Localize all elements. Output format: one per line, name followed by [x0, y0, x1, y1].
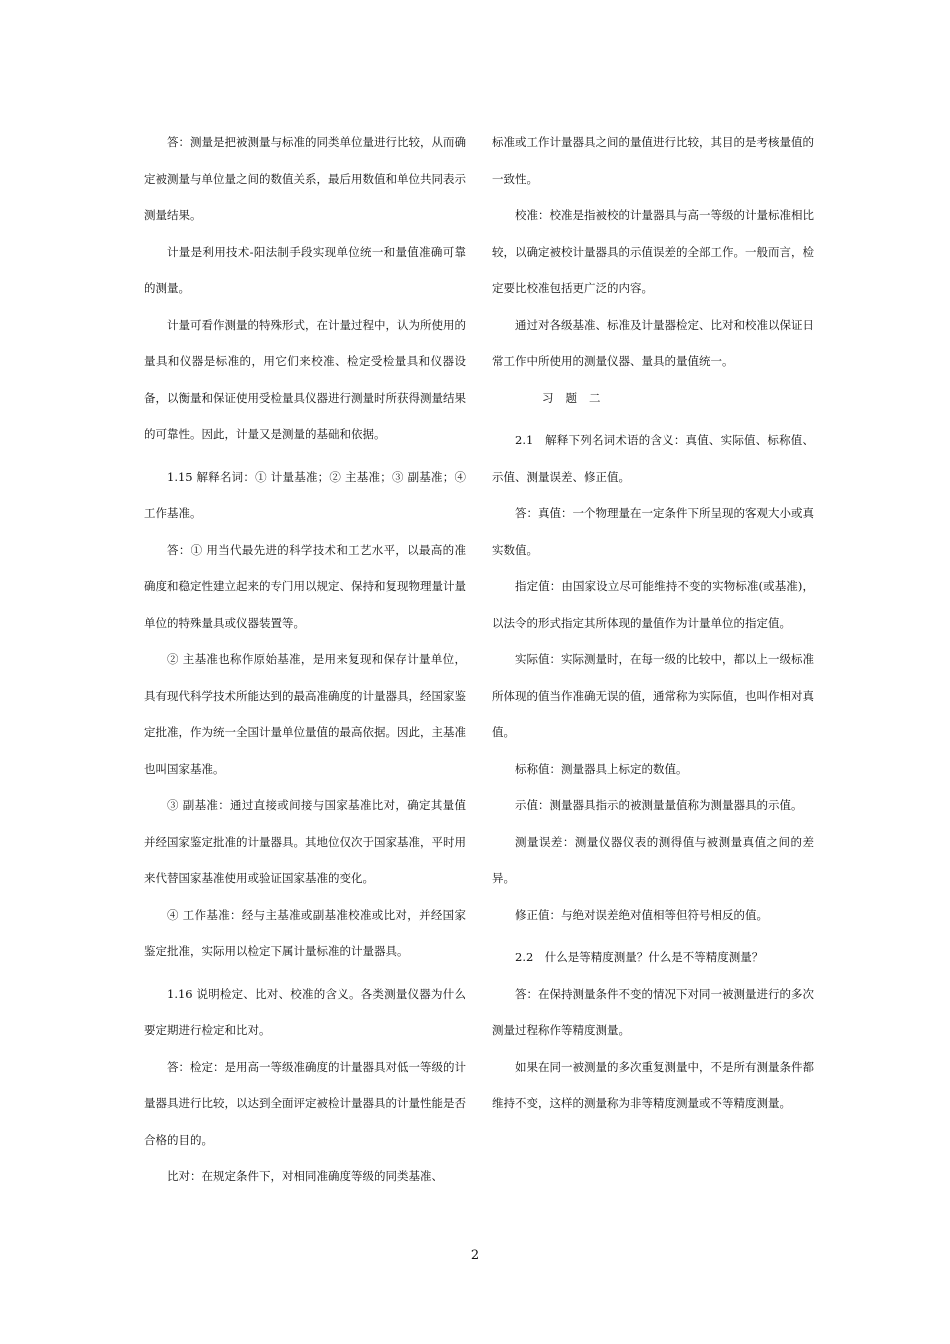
- question-heading: 2.2 什么是等精度测量？什么是不等精度测量？: [515, 950, 764, 964]
- paragraph: 修正值：与绝对误差绝对值相等但符号相反的值。: [515, 907, 768, 922]
- paragraph: 计量可看作测量的特殊形式，在计量过程中，认为所使用的量具和仪器是标准的，用它们来校准、检定受检量具和仪器设备，以衡量和保证使用受检量具仪器进行测量时所获得测量结果的可靠性。因此，计量又是测量的基础和依据。: [144, 317, 466, 441]
- paragraph: 示值：测量器具指示的被测量量值称为测量器具的示值。: [515, 798, 803, 812]
- paragraph: ③ 副基准：通过直接或间接与国家基准比对，确定其量值并经国家鉴定批准的计量器具。其地位仅次于国家基准，平时用来代替国家基准使用或验证国家基准的变化。: [144, 798, 466, 885]
- paragraph: 指定值：由国家设立尽可能维持不变的实物标准(或基准)，以法令的形式指定其所体现的量值作为计量单位的指定值。: [492, 579, 814, 630]
- paragraph: 通过对各级基准、标准及计量器检定、比对和校准以保证日常工作中所使用的测量仪器、量具的量值统一。: [492, 317, 814, 368]
- paragraph: 测量误差：测量仪器仪表的测得值与被测量真值之间的差异。: [492, 834, 814, 885]
- paragraph: 校准：校准是指被校的计量器具与高一等级的计量标准相比较，以确定被校计量器具的示值误差的全部工作。一般而言，检定要比校准包括更广泛的内容。: [492, 208, 814, 295]
- paragraph: ② 主基准也称作原始基准，是用来复现和保存计量单位，具有现代科学技术所能达到的最高准确度的计量器具，经国家鉴定批准，作为统一全国计量单位量值的最高依据。因此，主基准也叫国家基准。: [144, 652, 466, 776]
- question-heading: 2.1 解释下列名词术语的含义：真值、实际值、标称值、示值、测量误差、修正值。: [492, 433, 814, 484]
- question-heading: 1.16 说明检定、比对、校准的含义。各类测量仪器为什么要定期进行检定和比对。: [144, 986, 466, 1037]
- question-heading: 1.15 解释名词：① 计量基准；② 主基准；③ 副基准；④ 工作基准。: [144, 469, 466, 520]
- paragraph: 实际值：实际测量时，在每一级的比较中，都以上一级标准所体现的值当作准确无误的值，通常称为实际值，也叫作相对真值。: [492, 652, 814, 739]
- right-column: [492, 124, 814, 1122]
- paragraph: 标称值：测量器具上标定的数值。: [515, 761, 688, 776]
- paragraph: 如果在同一被测量的多次重复测量中，不是所有测量条件都维持不变，这样的测量称为非等精度测量或不等精度测量。: [492, 1059, 814, 1110]
- paragraph: 答：检定：是用高一等级准确度的计量器具对低一等级的计量器具进行比较，以达到全面评定被检计量器具的计量性能是否合格的目的。: [144, 1059, 466, 1147]
- paragraph: 比对：在规定条件下，对相同准确度等级的同类基准、: [167, 1169, 443, 1183]
- section-heading: 习题二: [542, 390, 613, 405]
- paragraph: 答：真值：一个物理量在一定条件下所呈现的客观大小或真实数值。: [492, 506, 814, 557]
- paragraph: ④ 工作基准：经与主基准或副基准校准或比对，并经国家鉴定批准，实际用以检定下属计量标准的计量器具。: [144, 907, 466, 958]
- paragraph: 标准或工作计量器具之间的量值进行比较，其目的是考核量值的一致性。: [492, 135, 814, 186]
- page-number: 2: [470, 1248, 480, 1263]
- left-column: [144, 124, 466, 1195]
- paragraph: 答：在保持测量条件不变的情况下对同一被测量进行的多次测量过程称作等精度测量。: [492, 986, 814, 1037]
- paragraph: 答：测量是把被测量与标准的同类单位量进行比较，从而确定被测量与单位量之间的数值关系，最后用数值和单位共同表示测量结果。: [144, 135, 466, 222]
- paragraph: 计量是利用技术-阳法制手段实现单位统一和量值准确可靠的测量。: [144, 244, 466, 295]
- paragraph: 答：① 用当代最先进的科学技术和工艺水平，以最高的准确度和稳定性建立起来的专门用以规定、保持和复现物理量计量单位的特殊量具或仪器装置等。: [144, 542, 466, 630]
